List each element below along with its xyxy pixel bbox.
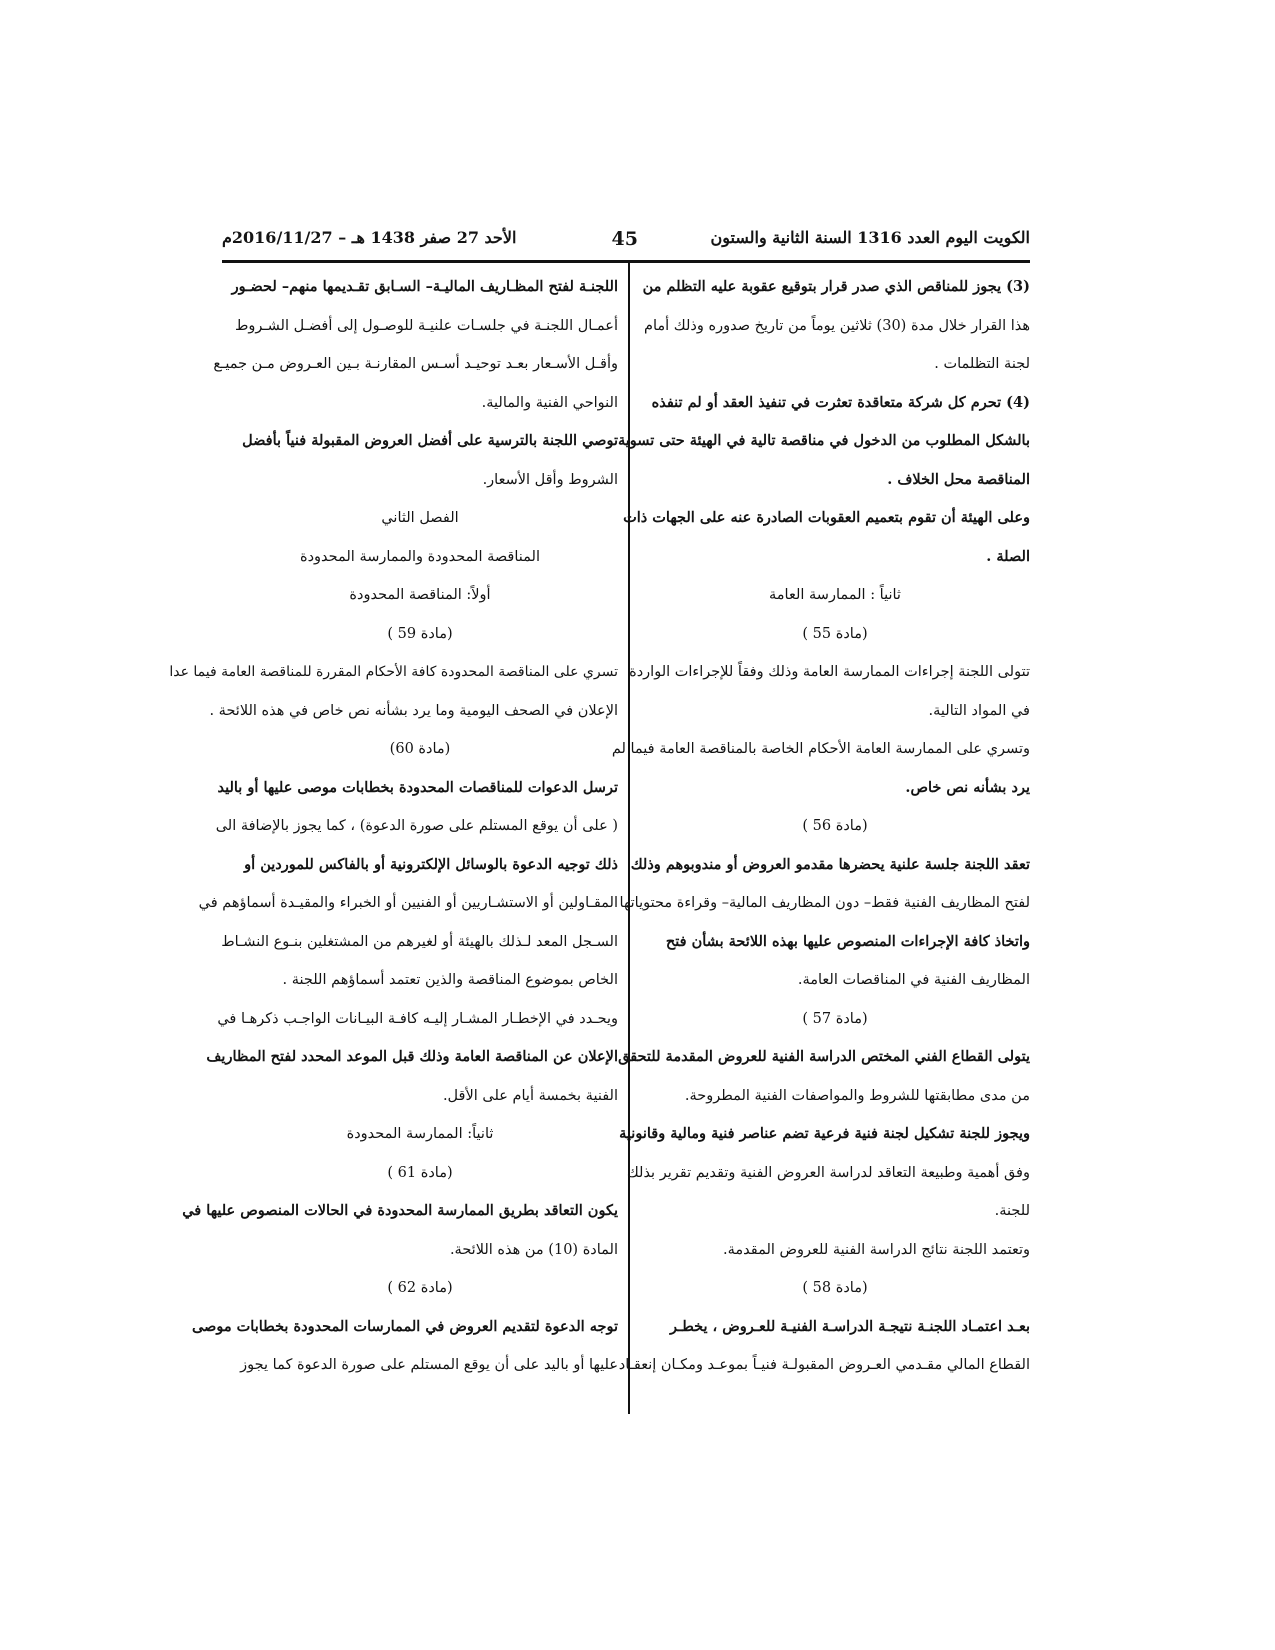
text-line: لفتح المظاريف الفنية فقط– دون المظاريف المالية– وقراءة محتوياتها bbox=[619, 895, 1030, 911]
text-line: الخاص بموضوع المناقصة والذين تعتمد أسماؤهم اللجنة . bbox=[282, 972, 618, 988]
text-line: بالشكل المطلوب من الدخول في مناقصة تالية في الهيئة حتى تسوية bbox=[617, 432, 1030, 449]
text-line: القطاع المالي مقـدمي العـروض المقبولـة فنيـاً بموعـد ومكـان إنعقـاد bbox=[618, 1357, 1030, 1373]
text-line: واتخاذ كافة الإجراءات المنصوص عليها بهذه اللائحة بشأن فتح bbox=[665, 932, 1030, 950]
issue-date: الأحد 27 صفر 1438 هـ – 2016/11/27م bbox=[222, 228, 517, 247]
text-line: ويجوز للجنة تشكيل لجنة فنية فرعية تضم عناصر فنية ومالية وقانونية bbox=[619, 1125, 1030, 1142]
text-line: يتولى القطاع الفني المختص الدراسة الفنية للعروض المقدمة للتحقق bbox=[618, 1048, 1030, 1065]
text-line: هذا القرار خلال مدة (30) ثلاثين يوماً من تاريخ صدوره وذلك أمام bbox=[643, 317, 1030, 334]
section-heading: (مادة 57 ) bbox=[802, 1010, 868, 1027]
section-heading: (مادة 55 ) bbox=[802, 625, 868, 642]
text-line: الصلة . bbox=[986, 547, 1030, 565]
text-line: في المواد التالية. bbox=[928, 702, 1030, 719]
text-line: النواحي الفنية والمالية. bbox=[481, 394, 618, 411]
text-line: تسري على المناقصة المحدودة كافة الأحكام المقررة للمناقصة العامة فيما عدا bbox=[169, 664, 618, 680]
section-heading: (مادة 60) bbox=[389, 741, 451, 757]
text-line: الشروط وأقل الأسعار. bbox=[482, 471, 618, 488]
text-line: تتولى اللجنة إجراءات الممارسة العامة وذلك وفقاً للإجراءات الواردة bbox=[629, 664, 1030, 680]
text-line: بعـد اعتمـاد اللجنـة نتيجـة الدراسـة الفنيـة للعـروض ، يخطـر bbox=[669, 1317, 1030, 1335]
text-line: من مدى مطابقتها للشروط والمواصفات الفنية المطروحة. bbox=[684, 1087, 1030, 1104]
text-line: الفنية بخمسة أيام على الأقل. bbox=[442, 1087, 618, 1104]
text-line: تعقد اللجنة جلسة علنية يحضرها مقدمو العروض أو مندوبوهم وذلك bbox=[630, 855, 1030, 873]
text-line: وتعتمد اللجنة نتائج الدراسة الفنية للعروض المقدمة. bbox=[722, 1241, 1030, 1258]
page-header bbox=[222, 224, 1030, 258]
text-line: الإعلان في الصحف اليومية وما يرد بشأنه نص خاص في هذه اللائحة . bbox=[209, 702, 618, 719]
text-line: وأقـل الأسـعار بعـد توحيـد أسـس المقارنـة بـين العـروض مـن جميـع bbox=[213, 356, 618, 372]
page-number: 45 bbox=[611, 228, 638, 250]
section-heading: الفصل الثاني bbox=[381, 510, 459, 526]
text-line: لجنة التظلمات . bbox=[934, 356, 1030, 372]
text-line: (3) يجوز للمناقص الذي صدر قرار بتوقيع عقوبة عليه التظلم من bbox=[642, 278, 1030, 295]
section-heading: ثانياً : الممارسة العامة bbox=[769, 587, 901, 603]
text-line: (4) تحرم كل شركة متعاقدة تعثرت في تنفيذ العقد أو لم تنفذه bbox=[651, 393, 1030, 411]
text-line: يرد بشأنه نص خاص. bbox=[905, 778, 1030, 796]
text-line: للجنة. bbox=[994, 1203, 1030, 1219]
text-line: المظاريف الفنية في المناقصات العامة. bbox=[797, 972, 1030, 988]
section-heading: أولاً: المناقصة المحدودة bbox=[349, 587, 491, 603]
text-line: المادة (10) من هذه اللائحة. bbox=[449, 1241, 618, 1258]
section-heading: المناقصة المحدودة والممارسة المحدودة bbox=[299, 548, 540, 565]
text-line: عليها أو باليد على أن يوقع المستلم على صورة الدعوة كما يجوز bbox=[240, 1357, 618, 1373]
text-line: المناقصة محل الخلاف . bbox=[887, 470, 1030, 488]
text-line: الإعلان عن المناقصة العامة وذلك قبل الموعد المحدد لفتح المظاريف bbox=[206, 1048, 618, 1065]
section-heading: (مادة 58 ) bbox=[802, 1280, 868, 1296]
section-heading: (مادة 61 ) bbox=[387, 1164, 453, 1181]
text-line: ( على أن يوقع المستلم على صورة الدعوة) ، كما يجوز بالإضافة الى bbox=[215, 818, 618, 834]
left-column bbox=[169, 268, 618, 1385]
section-heading: ثانياً: الممارسة المحدودة bbox=[346, 1126, 494, 1142]
text-line: ذلك توجيه الدعوة بالوسائل الإلكترونية أو بالفاكس للموردين أو bbox=[244, 855, 618, 873]
text-line: توصي اللجنة بالترسية على أفضل العروض المقبولة فنياً بأفضل bbox=[242, 432, 618, 449]
section-heading: (مادة 56 ) bbox=[802, 818, 868, 834]
text-line: ويحـدد في الإخطـار المشـار إليـه كافـة البيـانات الواجـب ذكرهـا في bbox=[217, 1010, 618, 1027]
header-rule bbox=[222, 260, 1030, 263]
text-line: السـجل المعد لـذلك بالهيئة أو لغيرهم من المشتغلين بنـوع النشـاط bbox=[221, 933, 618, 950]
text-line: يكون التعاقد بطريق الممارسة المحدودة في الحالات المنصوص عليها في bbox=[182, 1202, 618, 1219]
text-line: وعلى الهيئة أن تقوم بتعميم العقوبات الصادرة عنه على الجهات ذات bbox=[623, 509, 1030, 526]
text-line: اللجنـة لفتح المظـاريف الماليـة– السـابق تقـديمها منهم– لحضـور bbox=[231, 278, 618, 295]
text-line: توجه الدعوة لتقديم العروض في الممارسات المحدودة بخطابات موصى bbox=[191, 1317, 618, 1335]
text-line: وتسري على الممارسة العامة الأحكام الخاصة بالمناقصة العامة فيما لم bbox=[611, 741, 1030, 757]
text-line: أعمـال اللجنـة في جلسـات علنيـة للوصـول إلى أفضـل الشـروط bbox=[234, 317, 618, 334]
text-line: وفق أهمية وطبيعة التعاقد لدراسة العروض الفنية وتقديم تقرير بذلك bbox=[626, 1164, 1030, 1181]
text-line: ترسل الدعوات للمناقصات المحدودة بخطابات موصى عليها أو باليد bbox=[217, 778, 618, 796]
right-column bbox=[611, 268, 1030, 1385]
section-heading: (مادة 59 ) bbox=[387, 625, 453, 642]
publication-title: الكويت اليوم العدد 1316 السنة الثانية والستون bbox=[710, 228, 1030, 247]
text-line: المقـاولين أو الاستشـاريين أو الفنيين أو الخبراء والمقيـدة أسماؤهم في bbox=[198, 895, 618, 911]
section-heading: (مادة 62 ) bbox=[387, 1280, 453, 1296]
